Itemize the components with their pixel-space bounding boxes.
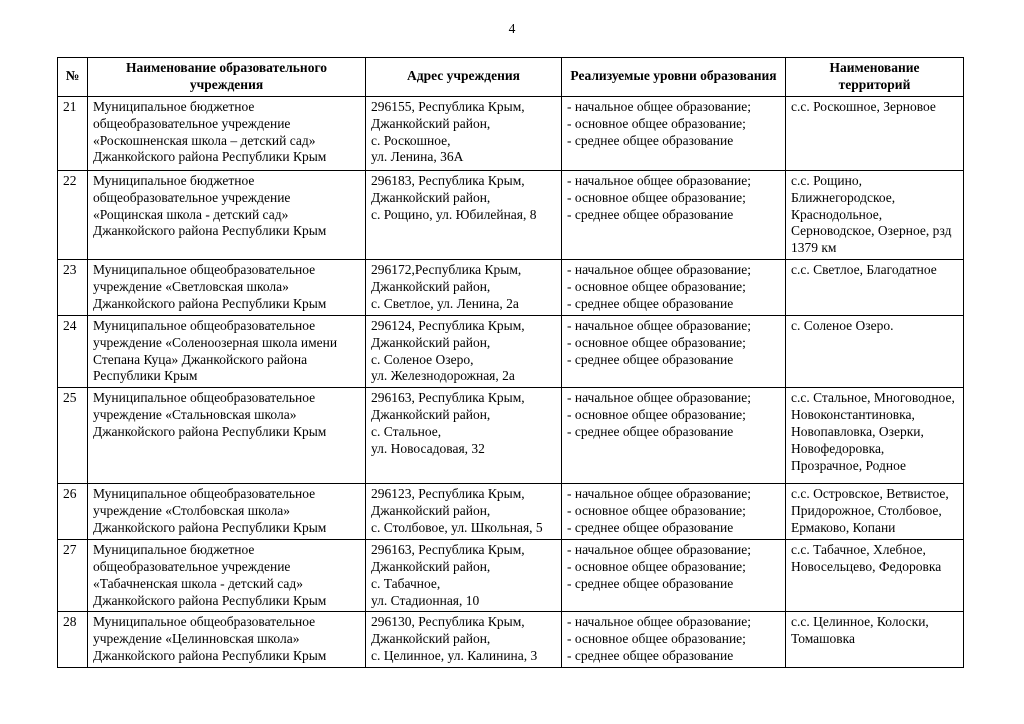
territory-names: с.с. Роскошное, Зерновое (786, 96, 964, 170)
address-line: ул. Новосадовая, 32 (371, 440, 485, 456)
education-level-item: - среднее общее образование (567, 575, 734, 591)
table-row (58, 260, 964, 316)
table-row (58, 539, 964, 612)
address-line: 296155, Республика Крым, (371, 98, 525, 114)
education-levels (562, 96, 786, 170)
institution-address (366, 170, 562, 259)
education-level-item: - среднее общее образование (567, 648, 734, 664)
education-level-item: - среднее общее образование (567, 520, 734, 535)
row-number: 21 (58, 96, 88, 170)
education-level-item: - среднее общее образование (567, 206, 734, 222)
address-line: Джанкойский район, (371, 279, 491, 294)
address-line: с. Роскошное, (371, 132, 451, 148)
table-row (58, 315, 964, 388)
institution-name: Муниципальное общеобразовательное учреждение «Целинновская школа» Джанкойского района Республики Крым (88, 612, 366, 668)
address-line: 296163, Республика Крым, (371, 390, 525, 406)
row-number: 24 (58, 315, 88, 388)
education-level-item: - основное общее образование; (567, 631, 746, 647)
education-levels (562, 612, 786, 668)
education-level-item: - основное общее образование; (567, 334, 746, 350)
education-levels (562, 315, 786, 388)
address-line: ул. Железнодорожная, 2а (371, 368, 515, 384)
address-line: 296183, Республика Крым, (371, 172, 525, 188)
institution-address (366, 260, 562, 316)
territory-names: с.с. Стальное, Многоводное, Новоконстантиновка, Новопавловка, Озерки, Новофедоровка, Прозрачное, Родное (786, 388, 964, 484)
row-number: 23 (58, 260, 88, 316)
institution-address (366, 96, 562, 170)
education-level-item: - основное общее образование; (567, 503, 746, 519)
institution-address (366, 315, 562, 388)
education-level-item: - основное общее образование; (567, 407, 746, 423)
education-level-item: - начальное общее образование; (567, 98, 751, 114)
education-level-item: - среднее общее образование (567, 351, 734, 367)
table-row (58, 612, 964, 668)
column-header-education-levels: Реализуемые уровни образования (562, 58, 786, 97)
territory-names: с. Соленое Озеро. (786, 315, 964, 388)
row-number: 28 (58, 612, 88, 668)
education-level-item: - начальное общее образование; (567, 262, 751, 278)
column-header-address: Адрес учреждения (366, 58, 562, 97)
institution-address (366, 612, 562, 668)
row-number: 27 (58, 539, 88, 612)
row-number: 25 (58, 388, 88, 484)
education-level-item: - начальное общее образование; (567, 390, 751, 406)
territory-names: с.с. Рощино, Ближнегородское, Краснодольное, Серноводское, Озерное, рзд 1379 км (786, 170, 964, 259)
institution-address (366, 484, 562, 540)
address-line: Джанкойский район, (371, 558, 491, 574)
address-line: Джанкойский район, (371, 334, 491, 350)
address-line: с. Целинное, ул. Калинина, 3 (371, 648, 538, 664)
address-line: 296130, Республика Крым, (371, 614, 525, 630)
address-line: ул. Стадионная, 10 (371, 592, 480, 608)
address-line: Джанкойский район, (371, 115, 491, 131)
address-line: с. Рощино, ул. Юбилейная, 8 (371, 206, 537, 222)
institution-name: Муниципальное общеобразовательное учреждение «Стальновская школа» Джанкойского района Республики Крым (88, 388, 366, 484)
institution-name: Муниципальное общеобразовательное учреждение «Светловская школа» Джанкойского района Республики Крым (88, 260, 366, 316)
education-levels (562, 170, 786, 259)
table-row (58, 170, 964, 259)
table-row (58, 96, 964, 170)
institution-name: Муниципальное бюджетное общеобразовательное учреждение «Табачненская школа - детский сад» Джанкойского района Республики Крым (88, 539, 366, 612)
address-line: 296123, Республика Крым, (371, 486, 525, 502)
address-line: Джанкойский район, (371, 503, 491, 519)
column-header-institution-name: Наименование образовательного учреждения (88, 58, 366, 97)
education-level-item: - среднее общее образование (567, 295, 734, 311)
address-line: ул. Ленина, 36А (371, 149, 464, 165)
education-level-item: - основное общее образование; (567, 189, 746, 205)
address-line: 296163, Республика Крым, (371, 541, 525, 557)
institution-name: Муниципальное бюджетное общеобразовательное учреждение «Роскошненская школа – детский сад» Джанкойского района Республики Крым (88, 96, 366, 170)
column-header-number: № (58, 58, 88, 97)
education-level-item: - начальное общее образование; (567, 541, 751, 557)
address-line: Джанкойский район, (371, 189, 491, 205)
table-row (58, 484, 964, 540)
column-header-territories: Наименование территорий (786, 58, 964, 97)
education-level-item: - среднее общее образование (567, 132, 734, 148)
territory-names: с.с. Островское, Ветвистое, Придорожное, Столбовое, Ермаково, Копани (786, 484, 964, 540)
institution-address (366, 539, 562, 612)
address-line: 296172,Республика Крым, (371, 262, 522, 278)
education-level-item: - основное общее образование; (567, 558, 746, 574)
education-level-item: - основное общее образование; (567, 115, 746, 131)
address-line: с. Табачное, (371, 575, 441, 591)
institution-address (366, 388, 562, 484)
education-levels (562, 260, 786, 316)
education-levels (562, 484, 786, 540)
education-levels (562, 388, 786, 484)
address-line: с. Светлое, ул. Ленина, 2а (371, 295, 519, 311)
institution-name: Муниципальное общеобразовательное учреждение «Соленоозерная школа имени Степана Куца» Джанкойского района Республики Крым (88, 315, 366, 388)
address-line: с. Столбовое, ул. Школьная, 5 (371, 520, 543, 535)
page-number: 4 (508, 21, 516, 36)
row-number: 26 (58, 484, 88, 540)
row-number: 22 (58, 170, 88, 259)
table-header-row (58, 58, 964, 97)
education-level-item: - начальное общее образование; (567, 172, 751, 188)
education-level-item: - основное общее образование; (567, 279, 746, 294)
address-line: 296124, Республика Крым, (371, 317, 525, 333)
education-level-item: - среднее общее образование (567, 424, 734, 439)
education-level-item: - начальное общее образование; (567, 614, 751, 630)
institutions-table (57, 57, 964, 668)
table-row (58, 388, 964, 484)
address-line: с. Стальное, (371, 424, 442, 439)
territory-names: с.с. Целинное, Колоски, Томашовка (786, 612, 964, 668)
address-line: Джанкойский район, (371, 631, 491, 647)
address-line: с. Соленое Озеро, (371, 351, 474, 367)
institution-name: Муниципальное бюджетное общеобразовательное учреждение «Рощинская школа - детский сад» Джанкойского района Республики Крым (88, 170, 366, 259)
education-level-item: - начальное общее образование; (567, 317, 751, 333)
education-level-item: - начальное общее образование; (567, 486, 751, 502)
territory-names: с.с. Табачное, Хлебное, Новосельцево, Федоровка (786, 539, 964, 612)
education-levels (562, 539, 786, 612)
address-line: Джанкойский район, (371, 407, 491, 423)
territory-names: с.с. Светлое, Благодатное (786, 260, 964, 316)
institution-name: Муниципальное общеобразовательное учреждение «Столбовская школа» Джанкойского района Республики Крым (88, 484, 366, 540)
